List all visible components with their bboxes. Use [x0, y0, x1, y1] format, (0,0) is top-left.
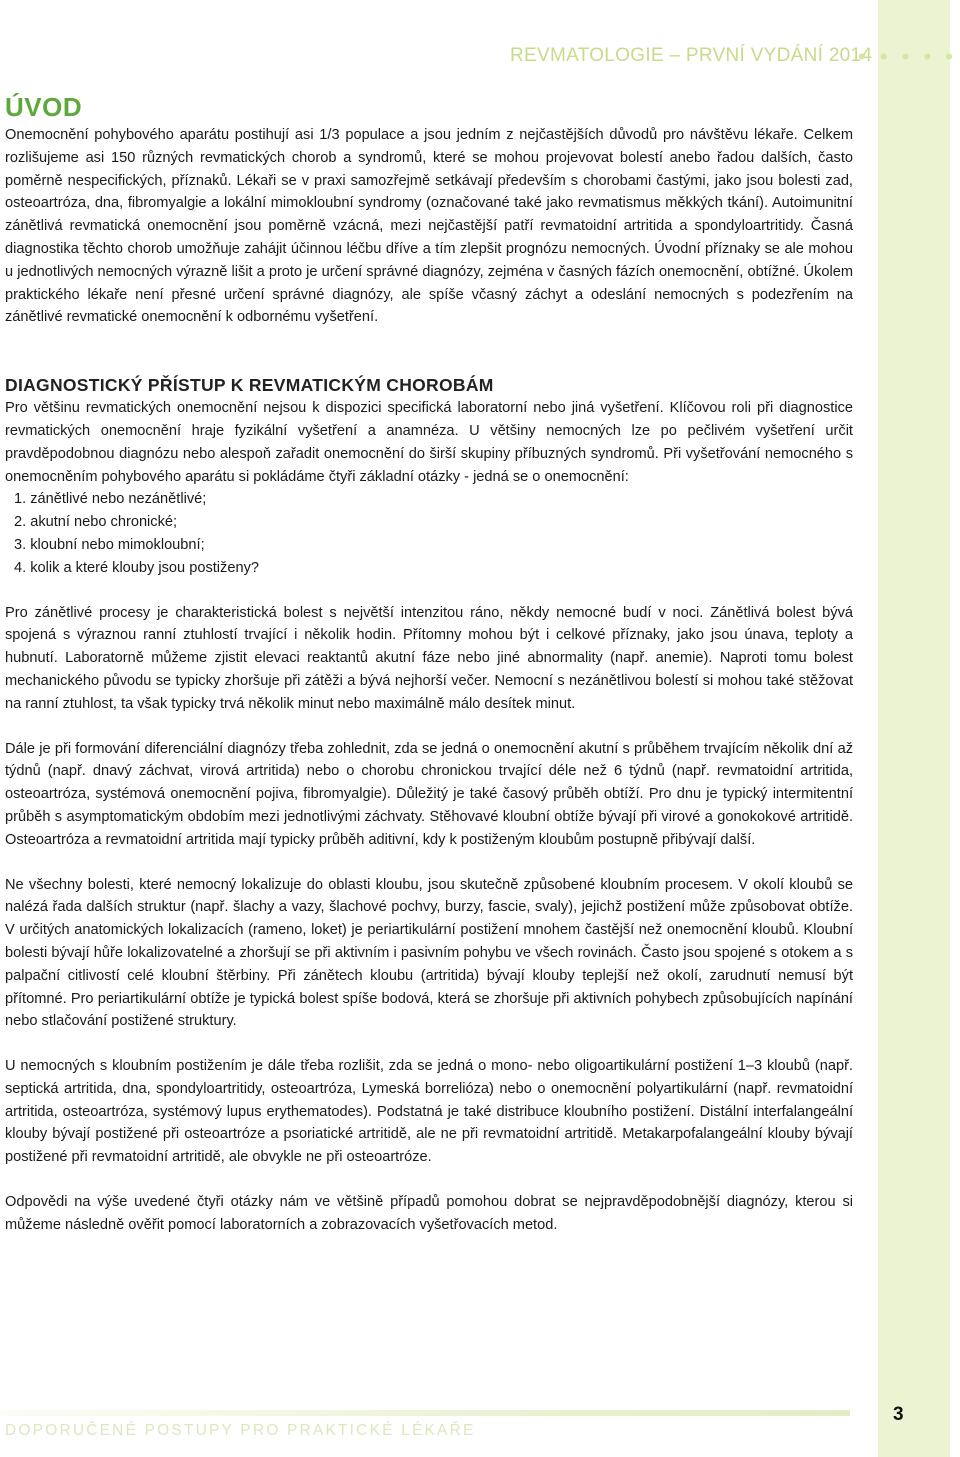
question-item: 1. zánětlivé nebo nezánětlivé; [14, 491, 207, 508]
side-color-strip [878, 0, 950, 1457]
diagnostic-paragraph-6: Odpovědi na výše uvedené čtyři otázky nám ve většině případů pomohou dobrat se nejpravděpodobnější diagnózy, kterou si můžeme následně ověřit pomocí laboratorních a zobrazovacích vyšetřovacích metod. [5, 1194, 853, 1233]
section-heading-diagnostic: DIAGNOSTICKÝ PŘÍSTUP K REVMATICKÝM CHOROBÁM [5, 375, 494, 396]
footer-divider [0, 1410, 850, 1416]
question-list [5, 488, 853, 579]
page-number: 3 [893, 1404, 904, 1425]
diagnostic-paragraph-3: Dále je při formování diferenciální diagnózy třeba zohlednit, zda se jedná o onemocnění akutní s průběhem trvajícím několik dní až týdnů (např. dnavý záchvat, virová artritida) nebo o chorobu chronickou trvající déle než 6 týdnů (např. revmatoidní artritida, osteoartróza, systémová onemocnění pojiva, fibromyalgie). Důležitý je také časový průběh obtíží. Pro dnu je typický intermitentní průběh s asymptomatickým obdobím mezi jednotlivými záchvaty. Stěhovavé kloubní obtíže bývají při virové a gonokokové artritidě. Osteoartróza a revmatoidní artritida mají typicky průběh aditivní, kdy k postiženým kloubům postupně přibývají další. [5, 740, 853, 848]
section-heading-intro: ÚVOD [5, 92, 83, 122]
diagnostic-paragraph-5: U nemocných s kloubním postižením je dále třeba rozlišit, zda se jedná o mono- nebo oligoartikulární postižení 1–3 kloubů (např. septická artritida, dna, spondyloartritidy, osteoartróza, Lymeská borrelióza) nebo o onemocnění polyartikulární (např. revmatoidní artritida, osteoartróza, systémový lupus erythematodes). Podstatná je také distribuce kloubního postižení. Distální interfalangeální klouby bývají postižené při osteoartróze a psoriatické artritidě, ale ne při revmatoidní artritidě. Metakarpofalangeální klouby bývají postižené při revmatoidní artritidě, ale obvykle ne při osteoartróze. [5, 1058, 853, 1166]
running-header: REVMATOLOGIE – PRVNÍ VYDÁNÍ 2014 [510, 45, 873, 66]
header-dots-decoration: • • • • • [858, 44, 957, 69]
footer-title: DOPORUČENÉ POSTUPY PRO PRAKTICKÉ LÉKAŘE [5, 1422, 476, 1439]
diagnostic-paragraph-4: Ne všechny bolesti, které nemocný lokalizuje do oblasti kloubu, jsou skutečně způsobené kloubním procesem. V okolí kloubů se nalézá řada dalších struktur (např. šlachy a vazy, šlachové pochvy, burzy, fascie, svaly), jejichž postižení může způsobovat obtíže. V určitých anatomických lokalizacích (rameno, loket) je periartikulární postižení mnohem častější než onemocnění kloubů. Kloubní bolesti bývají hůře lokalizovatelné a zhoršují se při aktivním i pasivním pohybu ve všech rovinách. Často jsou spojené s otokem a s palpační citlivostí celé kloubní štěrbiny. Při zánětech kloubu (artritida) bývají klouby teplejší než okolí, zarudnutí nemusí být přítomné. Pro periartikulární obtíže je typická bolest spíše bodová, která se zhoršuje při aktivních pohybech způsobujících napínání nebo stlačování postižené struktury. [5, 876, 853, 1030]
question-item: 4. kolik a které klouby jsou postiženy? [14, 559, 259, 576]
diagnostic-paragraph-2: Pro zánětlivé procesy je charakteristická bolest s největší intenzitou ráno, někdy nemocné budí v noci. Zánětlivá bolest bývá spojená s výraznou ranní ztuhlostí trvající i několik hodin. Přítomny mohou být i celkové příznaky, jako jsou únava, teploty a hubnutí. Laboratorně můžeme zjistit elevaci reaktantů akutní fáze nebo jiné abnormality (např. anemie). Naproti tomu bolest mechanického původu se typicky zhoršuje při zátěži a bývá nejhorší večer. Nemocní s nezánětlivou bolestí si mohou také stěžovat na ranní ztuhlost, ta však typicky trvá několik minut nebo maximálně málo desítek minut. [5, 604, 853, 712]
intro-paragraph: Onemocnění pohybového aparátu postihují asi 1/3 populace a jsou jedním z nejčastějších důvodů pro návštěvu lékaře. Celkem rozlišujeme asi 150 různých revmatických chorob a syndromů, které se mohou projevovat bolestí anebo řadou dalších, často poměrně nespecifických, příznaků. Lékaři se v praxi samozřejmě setkávají především s chorobami častými, jako jsou bolesti zad, osteoartróza, dna, fibromyalgie a lokální mimokloubní syndromy (označované také jako revmatismus měkkých tkání). Autoimunitní zánětlivá revmatická onemocnění jsou poměrně vzácná, mezi nejčastější patří revmatoidní artritida a spondyloartritidy. Časná diagnostika těchto chorob umožňuje zahájit účinnou léčbu dříve a tím zlepšit prognózu nemocných. Úvodní příznaky se ale mohou u jednotlivých nemocných výrazně lišit a proto je určení správné diagnózy, zejména v časných fázích onemocnění, obtížné. Úkolem praktického lékaře není přesné určení správné diagnózy, ale spíše včasný záchyt a odeslání nemocných s podezřením na zánětlivé revmatické onemocnění k odbornému vyšetření. [5, 127, 853, 326]
question-item: 2. akutní nebo chronické; [14, 514, 178, 531]
question-item: 3. kloubní nebo mimokloubní; [14, 536, 205, 553]
diagnostic-paragraph-1: Pro většinu revmatických onemocnění nejsou k dispozici specifická laboratorní nebo jiná vyšetření. Klíčovou roli při diagnostice revmatických onemocnění hraje fyzikální vyšetření a anamnéza. U většiny nemocných lze po pečlivém vyšetření určit pravděpodobnou diagnózu nebo alespoň zařadit onemocnění do širší skupiny příbuzných syndromů. Při vyšetřování nemocného s onemocněním pohybového aparátu si pokládáme čtyři základní otázky - jedná se o onemocnění: [5, 400, 853, 485]
page-content [5, 90, 853, 1237]
